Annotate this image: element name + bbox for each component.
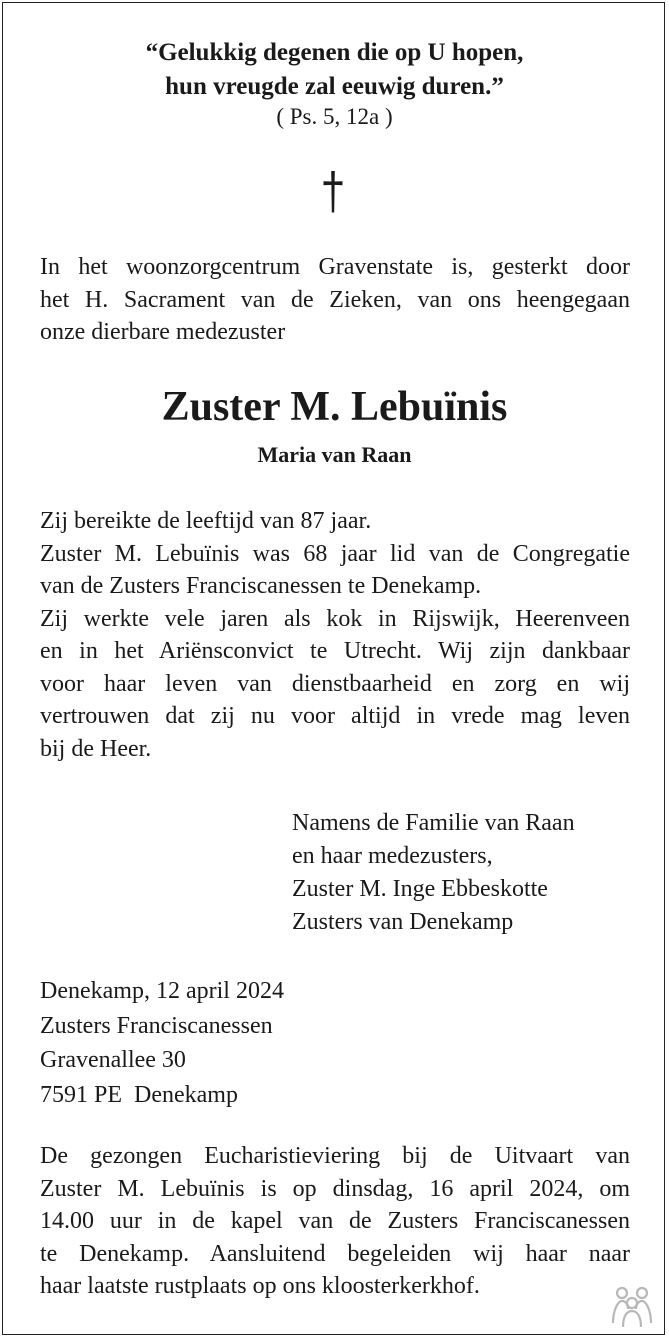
address-block <box>40 974 284 1112</box>
intro-line: het H. Sacrament van de Zieken, van ons heengegaan <box>40 286 630 313</box>
deceased-religious-name: Zuster M. Lebuïnis <box>161 384 508 430</box>
signature-line: Namens de Familie van Raan <box>292 810 575 836</box>
biography-line: vertrouwen dat zij nu voor altijd in vrede mag leven <box>40 703 630 729</box>
funeral-line: te Denekamp. Aansluitend begeleiden wij haar naar <box>40 1240 630 1267</box>
biography-line: Zuster M. Lebuïnis was 68 jaar lid van de Congregatie <box>40 540 630 567</box>
signature-line: en haar medezusters, <box>292 843 493 869</box>
intro-paragraph <box>40 251 630 349</box>
address-line: Gravenallee 30 <box>40 1047 186 1073</box>
latin-cross-icon <box>318 170 348 214</box>
address-line: Denekamp, 12 april 2024 <box>40 978 284 1004</box>
biography-line: van de Zusters Franciscanessen te Denekamp. <box>40 573 482 599</box>
deceased-birth-name: Maria van Raan <box>257 442 412 467</box>
signature-line: Zuster M. Inge Ebbeskotte <box>292 876 548 902</box>
intro-line: onze dierbare medezuster <box>40 319 286 345</box>
funeral-paragraph <box>40 1140 630 1303</box>
signature-line: Zusters van Denekamp <box>292 909 514 935</box>
funeral-line: haar laatste rustplaats op ons kloosterkerkhof. <box>40 1273 480 1299</box>
biography-line: bij de Heer. <box>40 735 152 762</box>
address-line: 7591 PE Denekamp <box>40 1081 238 1108</box>
biography-line: voor haar leven van dienstbaarheid en zorg en wij <box>40 670 630 697</box>
quote-line-2: hun vreugde zal eeuwig duren.” <box>165 73 504 100</box>
biography-line: en in het Ariënsconvict te Utrecht. Wij zijn dankbaar <box>40 638 630 664</box>
address-line: Zusters Franciscanessen <box>40 1012 273 1039</box>
biography-line: Zij werkte vele jaren als kok in Rijswijk, Heerenveen <box>40 605 630 632</box>
quote-reference: ( Ps. 5, 12a ) <box>276 104 393 129</box>
intro-line: In het woonzorgcentrum Gravenstate is, gesterkt door <box>40 254 630 280</box>
funeral-line: 14.00 uur in de kapel van de Zusters Franciscanessen <box>40 1208 630 1234</box>
quote-line-1: “Gelukkig degenen die op U hopen, <box>145 39 524 66</box>
people-group-logo-icon <box>606 1285 658 1329</box>
biography-line: Zij bereikte de leeftijd van 87 jaar. <box>40 508 372 534</box>
funeral-line: De gezongen Eucharistieviering bij de Uitvaart van <box>40 1143 630 1169</box>
signature-block <box>292 807 575 939</box>
funeral-line: Zuster M. Lebuïnis is op dinsdag, 16 april 2024, om <box>40 1175 630 1202</box>
biography-paragraph <box>40 505 630 765</box>
